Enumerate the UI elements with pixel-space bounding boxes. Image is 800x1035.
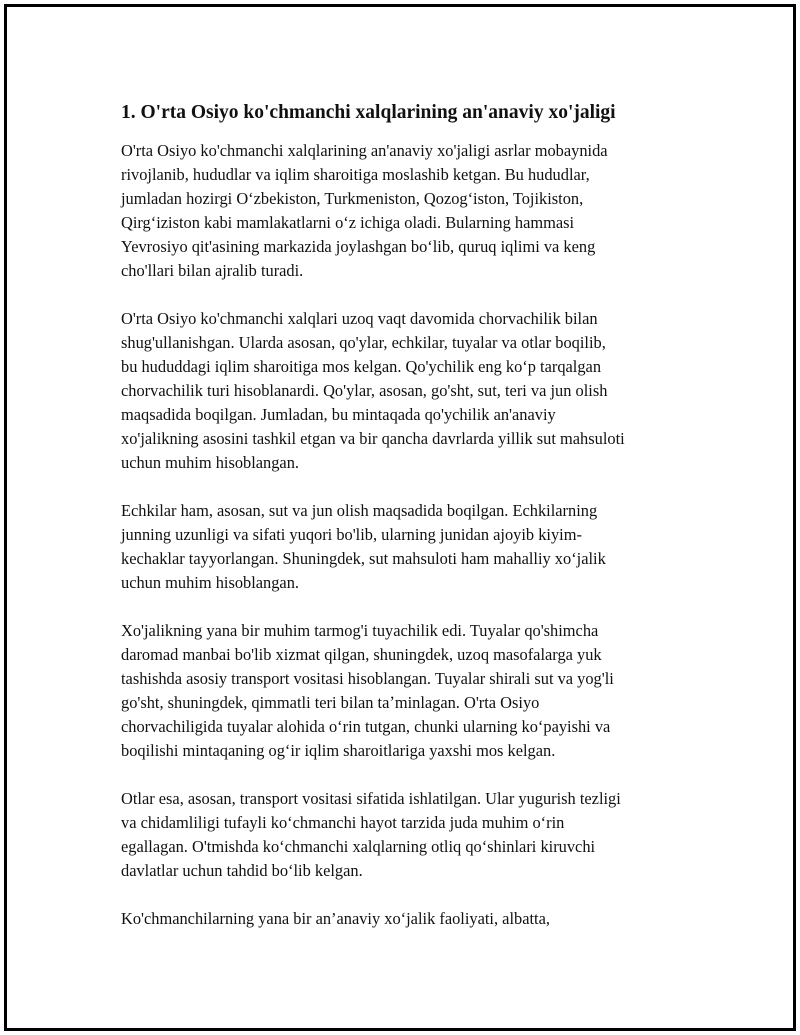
text-line: uchun muhim hisoblangan.: [121, 453, 300, 472]
document-body: [121, 99, 701, 955]
text-line: davlatlar uchun tahdid bo‘lib kelgan.: [121, 861, 363, 880]
text-line: maqsadida boqilgan. Jumladan, bu mintaqada qo'ychilik an'anaviy: [121, 405, 556, 424]
text-line: jumladan hozirgi O‘zbekiston, Turkmeniston, Qozog‘iston, Tojikiston,: [121, 189, 584, 208]
text-line: O'rta Osiyo ko'chmanchi xalqlari uzoq vaqt davomida chorvachilik bilan: [121, 309, 598, 328]
section-heading: 1. O'rta Osiyo ko'chmanchi xalqlarining an'anaviy xo'jaligi: [121, 102, 616, 123]
text-line: Xo'jalikning yana bir muhim tarmog'i tuyachilik edi. Tuyalar qo'shimcha: [121, 621, 599, 640]
text-line: Echkilar ham, asosan, sut va jun olish maqsadida boqilgan. Echkilarning: [121, 501, 598, 520]
page-frame: [4, 4, 796, 1031]
text-line: cho'llari bilan ajralib turadi.: [121, 261, 304, 280]
text-line: O'rta Osiyo ko'chmanchi xalqlarining an'anaviy xo'jaligi asrlar mobaynida: [121, 141, 608, 160]
text-line: Ko'chmanchilarning yana bir an’anaviy xo‘jalik faoliyati, albatta,: [121, 909, 550, 928]
paragraph: [121, 307, 701, 475]
text-line: Otlar esa, asosan, transport vositasi sifatida ishlatilgan. Ular yugurish tezligi: [121, 789, 621, 808]
text-line: bu hududdagi iqlim sharoitiga mos kelgan. Qo'ychilik eng ko‘p tarqalgan: [121, 357, 602, 376]
text-line: Qirg‘iziston kabi mamlakatlarni o‘z ichiga oladi. Bularning hammasi: [121, 213, 575, 232]
text-line: junning uzunligi va sifati yuqori bo'lib, ularning junidan ajoyib kiyim-: [121, 525, 582, 544]
paragraph: [121, 139, 701, 283]
text-line: chorvachilik turi hisoblanardi. Qo'ylar, asosan, go'sht, sut, teri va jun olish: [121, 381, 608, 400]
text-line: boqilishi mintaqaning og‘ir iqlim sharoitlariga yaxshi mos kelgan.: [121, 741, 556, 760]
text-line: tashishda asosiy transport vositasi hisoblangan. Tuyalar shirali sut va yog'li: [121, 669, 614, 688]
text-line: chorvachiligida tuyalar alohida o‘rin tutgan, chunki ularning ko‘payishi va: [121, 717, 611, 736]
text-line: uchun muhim hisoblangan.: [121, 573, 300, 592]
paragraph: [121, 787, 701, 883]
text-line: egallagan. O'tmishda ko‘chmanchi xalqlarning otliq qo‘shinlari kiruvchi: [121, 837, 596, 856]
paragraph: [121, 619, 701, 763]
paragraph: [121, 499, 701, 595]
text-line: go'sht, shuningdek, qimmatli teri bilan taʼminlagan. O'rta Osiyo: [121, 693, 540, 712]
text-line: rivojlanib, hududlar va iqlim sharoitiga moslashib ketgan. Bu hududlar,: [121, 165, 590, 184]
text-line: kechaklar tayyorlangan. Shuningdek, sut mahsuloti ham mahalliy xo‘jalik: [121, 549, 606, 568]
text-line: daromad manbai bo'lib xizmat qilgan, shuningdek, uzoq masofalarga yuk: [121, 645, 602, 664]
text-line: Yevrosiyo qit'asining markazida joylashgan bo‘lib, quruq iqlimi va keng: [121, 237, 596, 256]
paragraph: [121, 907, 701, 931]
text-line: shug'ullanishgan. Ularda asosan, qo'ylar, echkilar, tuyalar va otlar boqilib,: [121, 333, 606, 352]
text-line: xo'jalikning asosini tashkil etgan va bir qancha davrlarda yillik sut mahsuloti: [121, 429, 625, 448]
text-line: va chidamliligi tufayli ko‘chmanchi hayot tarzida juda muhim o‘rin: [121, 813, 565, 832]
